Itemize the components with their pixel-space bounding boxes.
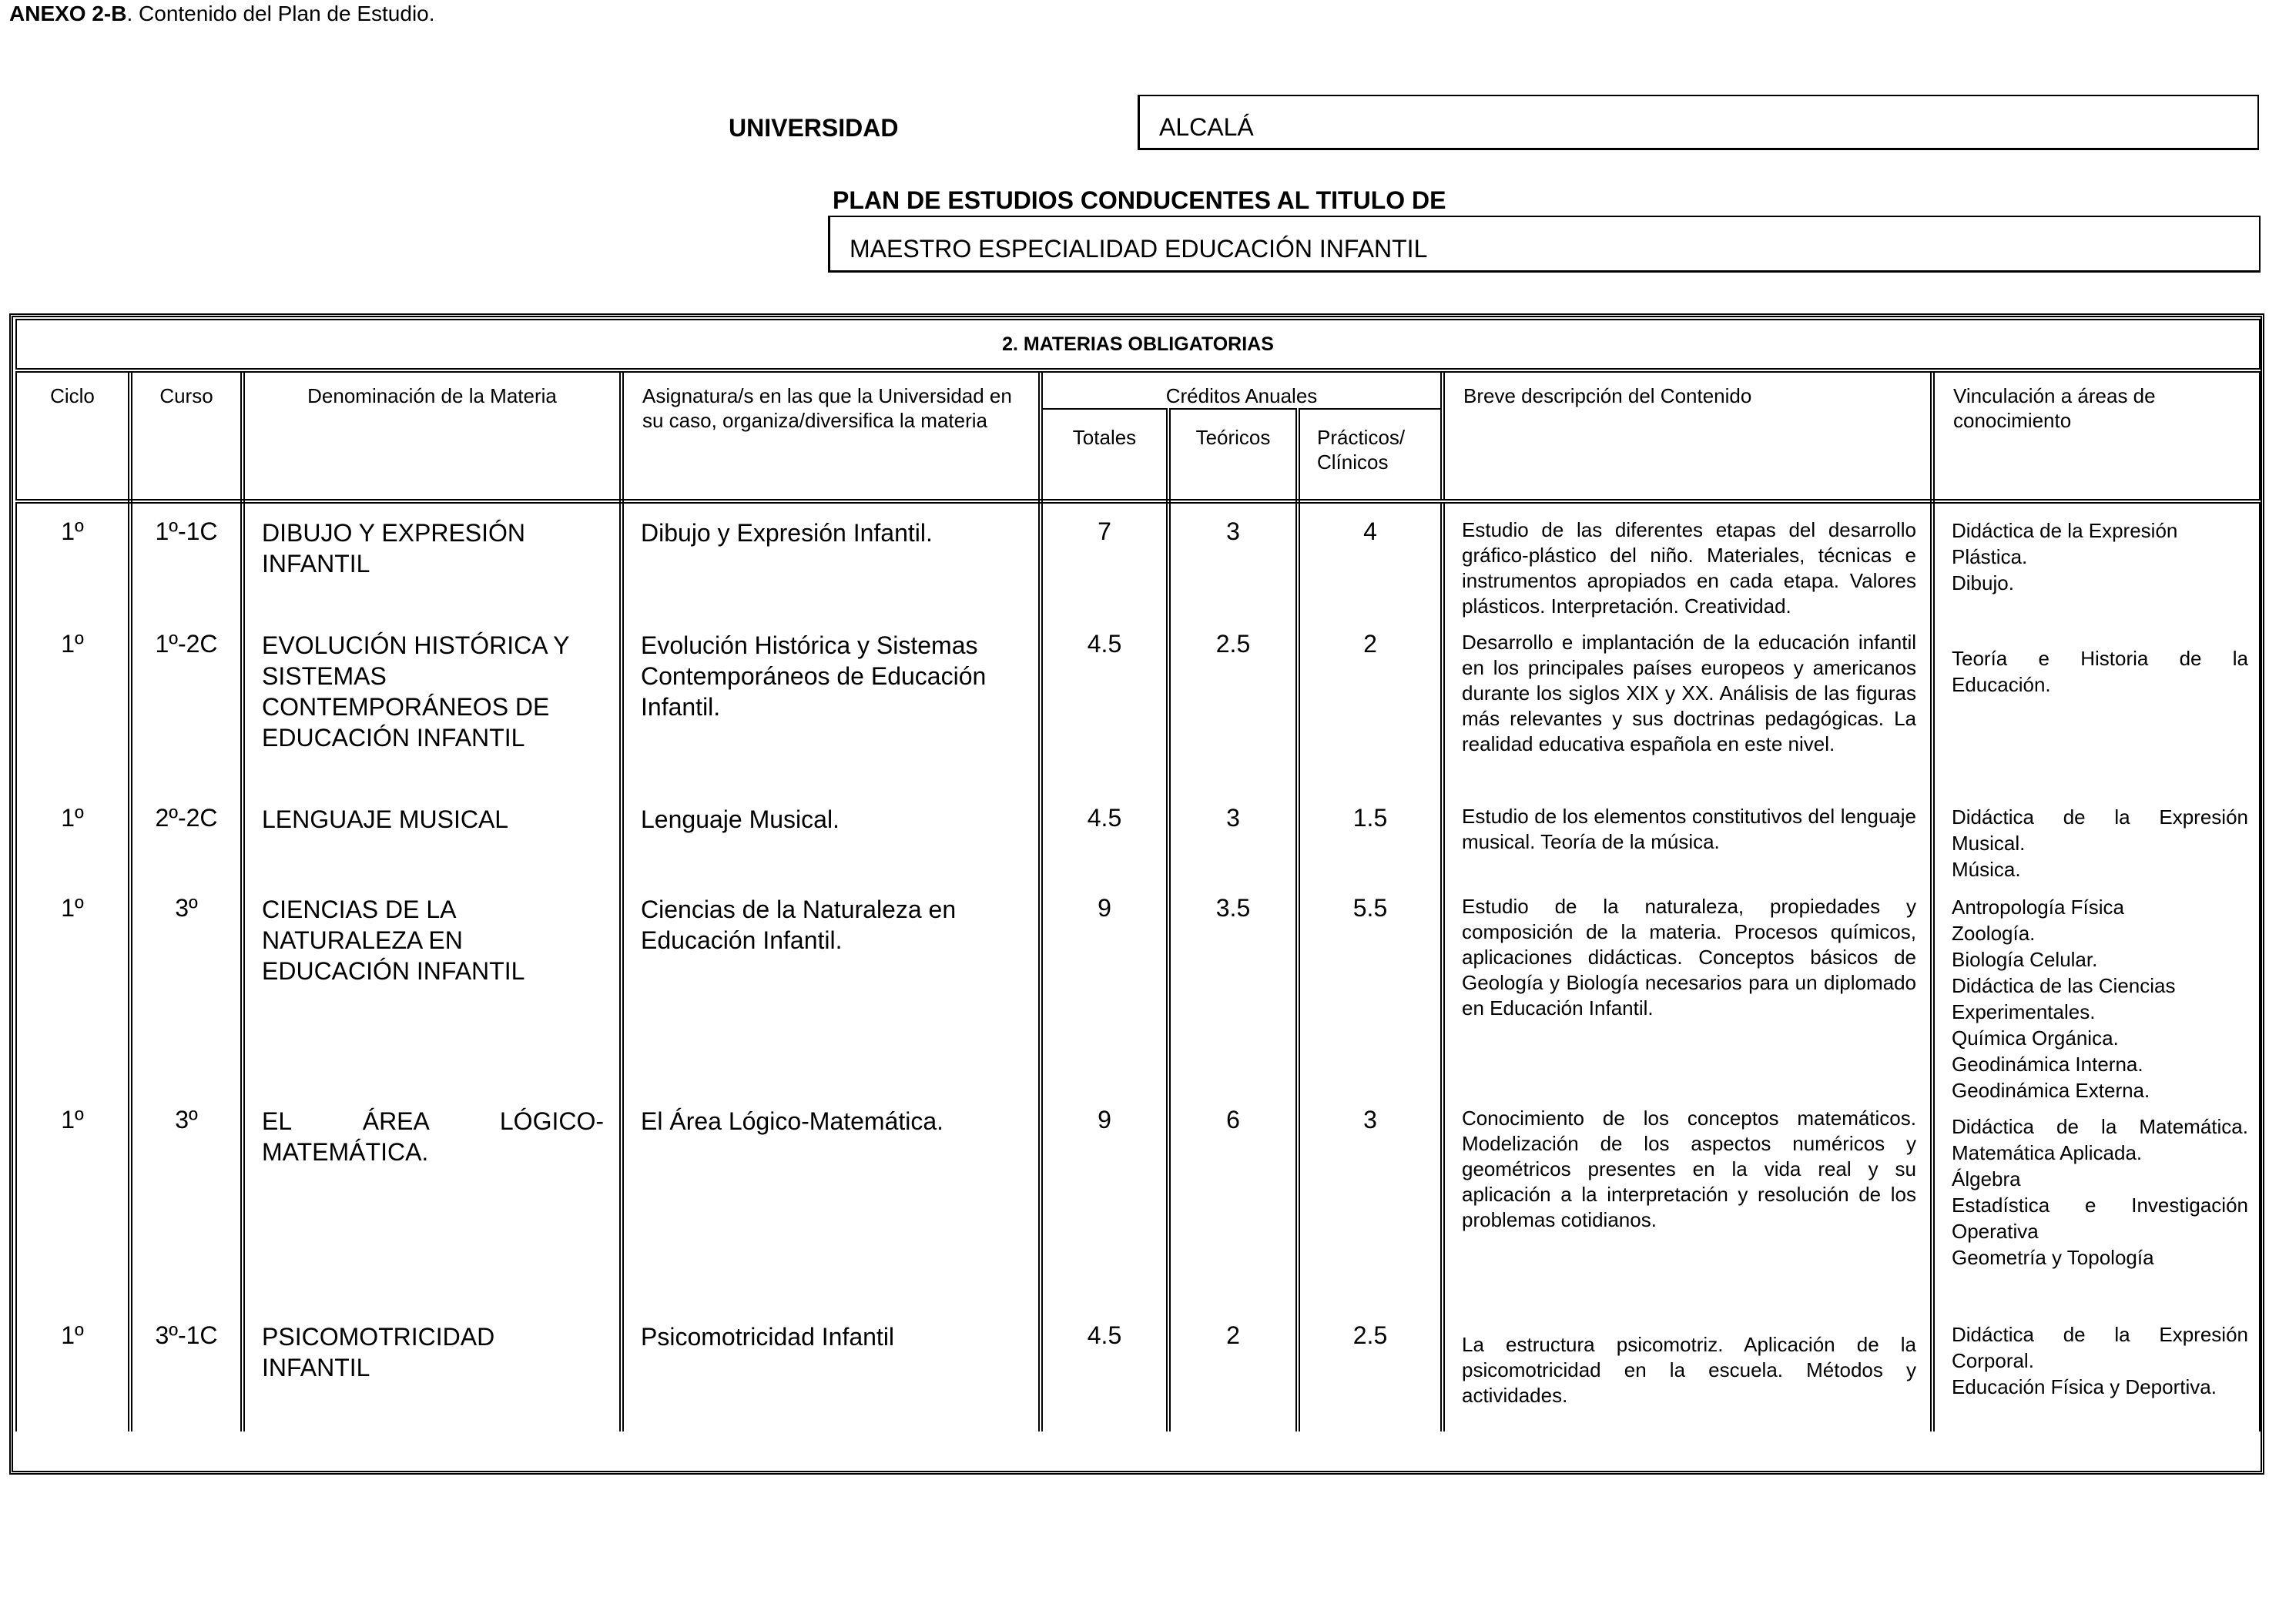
cell-totales: 7 [1041, 501, 1168, 630]
cell-totales: 4.5 [1041, 1321, 1168, 1431]
cell-practicos: 1.5 [1298, 804, 1443, 894]
header-creditos: Créditos Anuales [1041, 370, 1443, 409]
cell-asignatura: Evolución Histórica y Sistemas Contemporáneos de Educación Infantil. [622, 630, 1041, 804]
cell-asignatura: Psicomotricidad Infantil [622, 1321, 1041, 1431]
cell-materia: DIBUJO Y EXPRESIÓN INFANTIL [243, 501, 622, 630]
cell-totales: 4.5 [1041, 804, 1168, 894]
annex-title [9, 2, 435, 26]
cell-materia: EVOLUCIÓN HISTÓRICA Y SISTEMAS CONTEMPORÁNEOS DE EDUCACIÓN INFANTIL [243, 630, 622, 804]
vinculacion-item: Didáctica de la Matemática. [1952, 1115, 2248, 1138]
vinculacion-item: Geometría y Topología [1952, 1246, 2154, 1269]
annex-subtitle: . Contenido del Plan de Estudio. [126, 2, 435, 25]
cell-vinculacion [1932, 894, 2260, 1106]
cell-asignatura: Ciencias de la Naturaleza en Educación Infantil. [622, 894, 1041, 1106]
vinculacion-item: Biología Celular. [1952, 948, 2098, 971]
cell-vinculacion [1932, 1106, 2260, 1321]
cell-curso: 2º-2C [130, 804, 243, 894]
cell-materia: CIENCIAS DE LA NATURALEZA EN EDUCACIÓN INFANTIL [243, 894, 622, 1106]
cell-descripcion: Estudio de la naturaleza, propiedades y composición de la materia. Procesos químicos, aplicaciones didácticas. Conceptos básicos de Geología y Biología necesarios para un diplomado en Educación Infantil. [1443, 894, 1932, 1106]
vinculacion-item: Didáctica de la Expresión Musical. [1952, 805, 2248, 855]
subjects-table [15, 319, 2261, 1431]
cell-teoricos: 3 [1168, 501, 1298, 630]
cell-teoricos: 3 [1168, 804, 1298, 894]
cell-descripcion: La estructura psicomotriz. Aplicación de la psicomotricidad en la escuela. Métodos y actividades. [1443, 1321, 1932, 1431]
vinculacion-item: Geodinámica Interna. [1952, 1053, 2143, 1076]
vinculacion-item: Didáctica de la Expresión Corporal. [1952, 1323, 2248, 1372]
vinculacion-item: Dibujo. [1952, 571, 2014, 594]
vinculacion-item: Química Orgánica. [1952, 1026, 2119, 1050]
cell-curso: 1º-1C [130, 501, 243, 630]
vinculacion-item: Zoología. [1952, 922, 2036, 945]
cell-practicos: 2 [1298, 630, 1443, 804]
cell-ciclo: 1º [16, 894, 130, 1106]
university-label: UNIVERSIDAD [729, 114, 899, 142]
vinculacion-item: Música. [1952, 858, 2021, 881]
plan-value: MAESTRO ESPECIALIDAD EDUCACIÓN INFANTIL [828, 216, 2261, 273]
cell-ciclo: 1º [16, 501, 130, 630]
vinculacion-item: Matemática Aplicada. [1952, 1141, 2143, 1164]
header-descripcion: Breve descripción del Contenido [1443, 370, 1932, 501]
cell-asignatura: El Área Lógico-Matemática. [622, 1106, 1041, 1321]
header-denominacion: Denominación de la Materia [243, 370, 622, 501]
university-value: ALCALÁ [1138, 95, 2259, 150]
header-totales: Totales [1041, 409, 1168, 501]
cell-teoricos: 6 [1168, 1106, 1298, 1321]
cell-ciclo: 1º [16, 1321, 130, 1431]
cell-practicos: 4 [1298, 501, 1443, 630]
plan-label: PLAN DE ESTUDIOS CONDUCENTES AL TITULO DE [833, 186, 1446, 214]
header-curso: Curso [130, 370, 243, 501]
cell-descripcion: Desarrollo e implantación de la educación infantil en los principales países europeos y americanos durante los siglos XIX y XX. Análisis de las figuras más relevantes y sus doctrinas pedagógicas. La realidad educativa española en este nivel. [1443, 630, 1932, 804]
cell-asignatura: Lenguaje Musical. [622, 804, 1041, 894]
vinculacion-item: Didáctica de las Ciencias Experimentales. [1952, 974, 2176, 1023]
cell-ciclo: 1º [16, 1106, 130, 1321]
cell-materia: LENGUAJE MUSICAL [243, 804, 622, 894]
cell-descripcion: Estudio de las diferentes etapas del desarrollo gráfico-plástico del niño. Materiales, técnicas e instrumentos apropiados en cada etapa. Valores plásticos. Interpretación. Creatividad. [1443, 501, 1932, 630]
vinculacion-item: Álgebra [1952, 1167, 2021, 1190]
header-ciclo: Ciclo [16, 370, 130, 501]
cell-practicos: 3 [1298, 1106, 1443, 1321]
cell-teoricos: 2 [1168, 1321, 1298, 1431]
cell-curso: 3º [130, 1106, 243, 1321]
cell-practicos: 2.5 [1298, 1321, 1443, 1431]
cell-teoricos: 3.5 [1168, 894, 1298, 1106]
table-title: 2. MATERIAS OBLIGATORIAS [16, 320, 2260, 370]
cell-materia: EL ÁREA LÓGICO-MATEMÁTICA. [243, 1106, 622, 1321]
cell-totales: 9 [1041, 894, 1168, 1106]
cell-totales: 9 [1041, 1106, 1168, 1321]
cell-practicos: 5.5 [1298, 894, 1443, 1106]
header-vinculacion: Vinculación a áreas de conocimiento [1932, 370, 2260, 501]
header-practicos: Prácticos/ Clínicos [1298, 409, 1443, 501]
cell-curso: 1º-2C [130, 630, 243, 804]
cell-teoricos: 2.5 [1168, 630, 1298, 804]
cell-vinculacion [1932, 804, 2260, 894]
cell-vinculacion [1932, 501, 2260, 630]
header-asignatura: Asignatura/s en las que la Universidad en su caso, organiza/diversifica la materia [622, 370, 1041, 501]
cell-ciclo: 1º [16, 630, 130, 804]
cell-descripcion: Conocimiento de los conceptos matemáticos. Modelización de los aspectos numéricos y geométricos presentes en la vida real y su aplicación a la interpretación y resolución de los problemas cotidianos. [1443, 1106, 1932, 1321]
cell-materia: PSICOMOTRICIDAD INFANTIL [243, 1321, 622, 1431]
header-teoricos: Teóricos [1168, 409, 1298, 501]
vinculacion-item: Geodinámica Externa. [1952, 1079, 2150, 1102]
cell-asignatura: Dibujo y Expresión Infantil. [622, 501, 1041, 630]
cell-vinculacion [1932, 630, 2260, 804]
cell-curso: 3º [130, 894, 243, 1106]
vinculacion-item: Educación Física y Deportiva. [1952, 1375, 2217, 1398]
cell-totales: 4.5 [1041, 630, 1168, 804]
annex-label: ANEXO 2-B [9, 2, 127, 25]
cell-ciclo: 1º [16, 804, 130, 894]
cell-descripcion: Estudio de los elementos constitutivos del lenguaje musical. Teoría de la música. [1443, 804, 1932, 894]
vinculacion-item: Teoría e Historia de la Educación. [1952, 647, 2248, 696]
vinculacion-item: Estadística e Investigación Operativa [1952, 1194, 2248, 1243]
vinculacion-item: Antropología Física [1952, 896, 2125, 919]
cell-curso: 3º-1C [130, 1321, 243, 1431]
cell-vinculacion [1932, 1321, 2260, 1431]
vinculacion-item: Didáctica de la Expresión Plástica. [1952, 519, 2178, 568]
